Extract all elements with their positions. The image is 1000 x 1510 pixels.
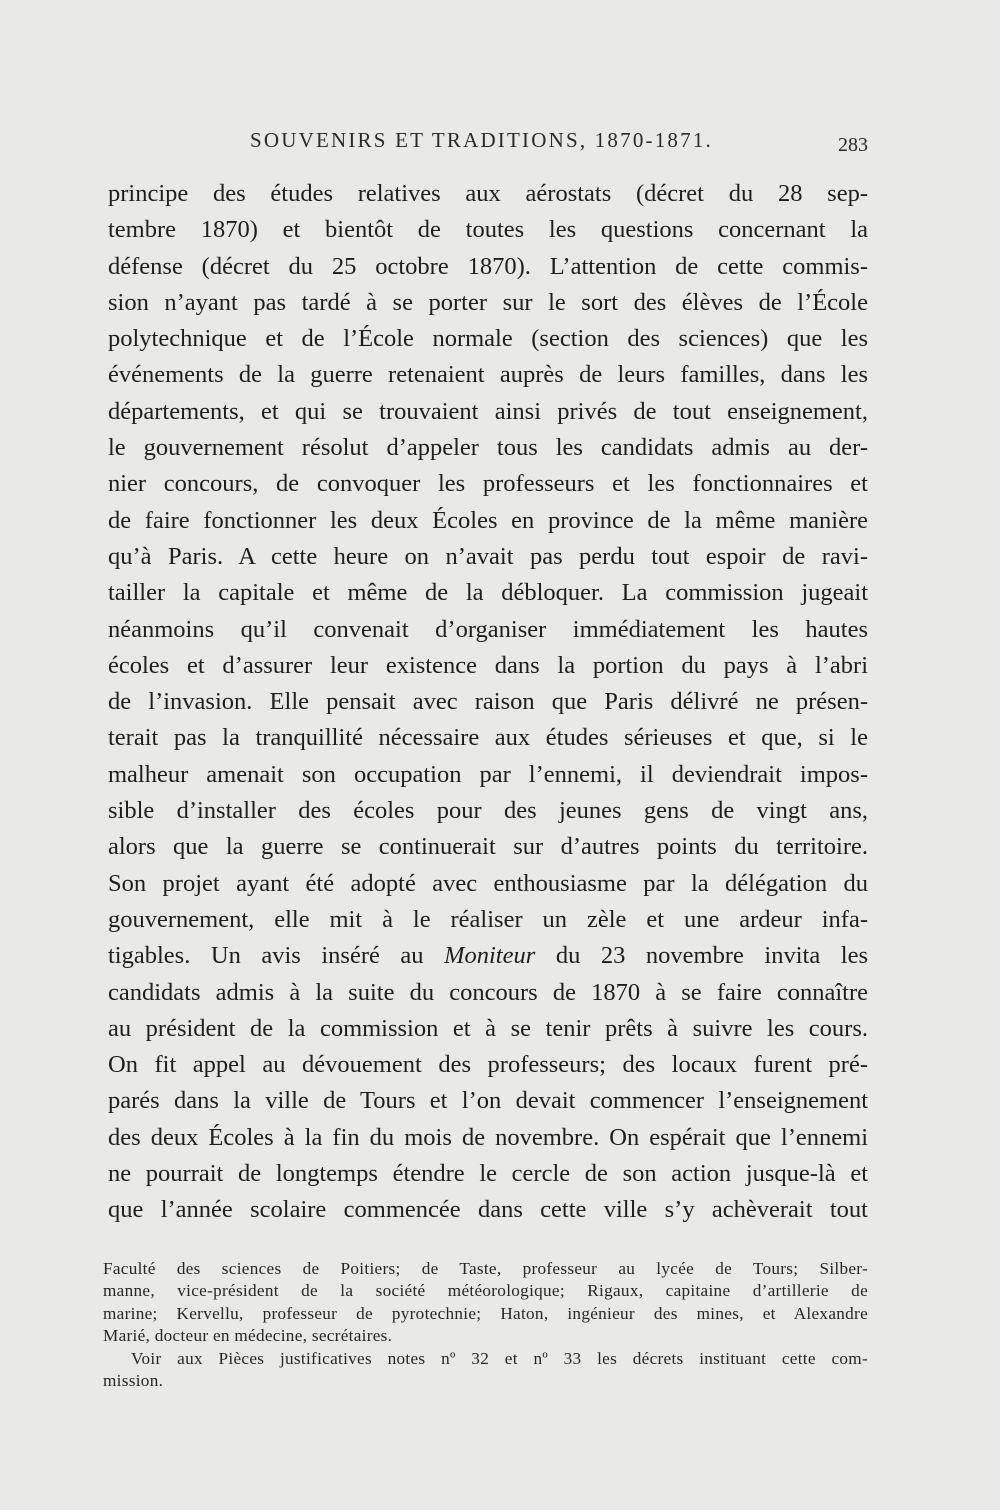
body-line: sion n’ayant pas tardé à se porter sur le sort des élèves de l’École [108,288,868,316]
body-line: de l’invasion. Elle pensait avec raison que Paris délivré ne présen- [108,688,868,716]
footnotes [103,1258,868,1392]
footnote-line: Voir aux Pièces justificatives notes nº 32 et nº 33 les décrets instituant cette com- [131,1348,868,1368]
body-line: ne pourrait de longtemps étendre le cercle de son action jusque-là et [108,1160,868,1188]
body-line: des deux Écoles à la fin du mois de novembre. On espérait que l’ennemi [108,1123,868,1151]
moniteur-italic: Moniteur [444,942,536,970]
body-line: parés dans la ville de Tours et l’on devait commencer l’enseignement [108,1087,868,1115]
body-line: candidats admis à la suite du concours de 1870 à se faire connaître [108,978,868,1006]
moniteur-after: du 23 novembre invita les [535,942,868,970]
body-line: alors que la guerre se continuerait sur d’autres points du territoire. [108,833,868,861]
body-line: tembre 1870) et bientôt de toutes les questions concernant la [108,216,868,244]
body-line: nier concours, de convoquer les professeurs et les fonctionnaires et [108,470,868,498]
running-title: SOUVENIRS ET TRADITIONS, 1870-1871. [250,128,713,152]
body-line-moniteur [108,938,868,974]
moniteur-before: tigables. Un avis inséré au [108,942,445,970]
footnote-line: marine; Kervellu, professeur de pyrotechnie; Haton, ingénieur des mines, et Alexandre [103,1303,868,1323]
body-line: que l’année scolaire commencée dans cette ville s’y achèverait tout [108,1196,868,1224]
body-line: gouvernement, elle mit à le réaliser un zèle et une ardeur infa- [108,905,868,933]
footnote-line: mission. [103,1370,164,1390]
body-line: qu’à Paris. A cette heure on n’avait pas perdu tout espoir de ravi- [108,542,868,570]
footnote-line: manne, vice-président de la société météorologique; Rigaux, capitaine d’artillerie de [103,1281,868,1301]
body-line: On fit appel au dévouement des professeurs; des locaux furent pré- [108,1051,868,1079]
body-line: Son projet ayant été adopté avec enthousiasme par la délégation du [108,869,868,897]
page-number: 283 [838,134,868,156]
body-line: défense (décret du 25 octobre 1870). L’attention de cette commis- [108,252,868,280]
footnote-line: Faculté des sciences de Poitiers; de Taste, professeur au lycée de Tours; Silber- [103,1259,868,1278]
running-header [108,128,868,158]
body-line: au président de la commission et à se tenir prêts à suivre les cours. [108,1014,868,1042]
body-line: événements de la guerre retenaient auprès de leurs familles, dans les [108,361,868,389]
body-line: principe des études relatives aux aérostats (décret du 28 sep- [108,180,868,207]
body-line: départements, et qui se trouvaient ainsi privés de tout enseignement, [108,397,868,425]
body-line: tailler la capitale et même de la débloquer. La commission jugeait [108,579,868,607]
body-line: sible d’installer des écoles pour des jeunes gens de vingt ans, [108,797,868,825]
body-line: terait pas la tranquillité nécessaire aux études sérieuses et que, si le [108,724,868,752]
body-line: néanmoins qu’il convenait d’organiser immédiatement les hautes [108,615,868,643]
body-line: écoles et d’assurer leur existence dans la portion du pays à l’abri [108,651,868,679]
body-line: le gouvernement résolut d’appeler tous les candidats admis au der- [108,434,868,462]
body-text [108,176,868,1229]
body-line: polytechnique et de l’École normale (section des sciences) que les [108,325,868,353]
footnote-line: Marié, docteur en médecine, secrétaires. [103,1326,393,1346]
body-line: de faire fonctionner les deux Écoles en province de la même manière [108,506,868,534]
body-line: malheur amenait son occupation par l’ennemi, il deviendrait impos- [108,760,868,788]
